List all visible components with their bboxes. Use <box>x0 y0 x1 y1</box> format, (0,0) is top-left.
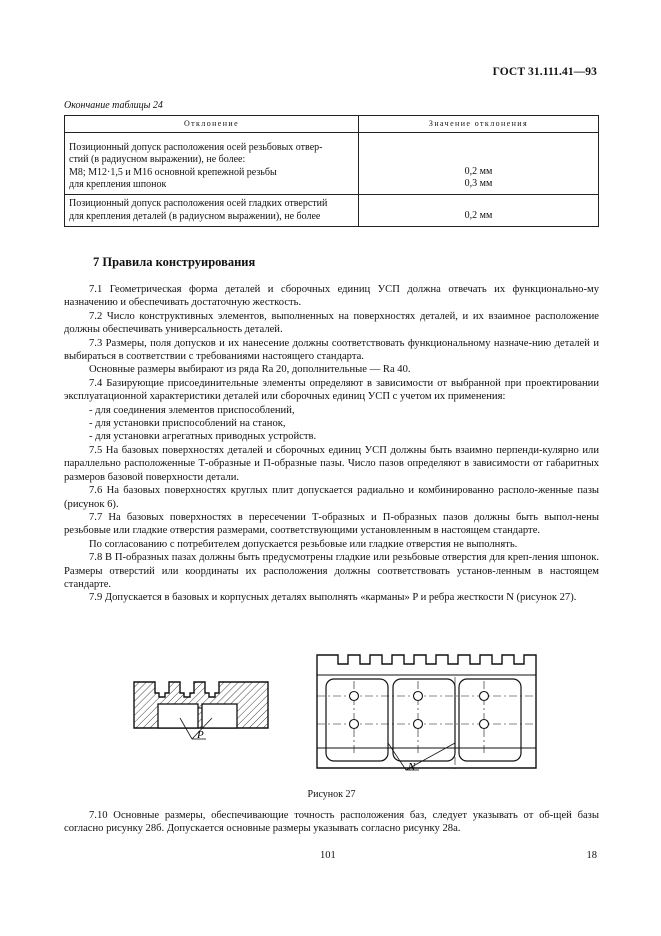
value-line: 0,2 мм <box>464 210 493 222</box>
paragraph: 7.9 Допускается в базовых и корпусных деталях выполнять «карманы» P и ребра жесткости N (рисунок 27). <box>89 592 577 604</box>
column-header-value: Значение отклонения <box>359 116 599 133</box>
rib-plan-view <box>317 655 536 773</box>
paragraph: 7.10 Основные размеры, обеспечивающие точность расположения баз, следует указывать от об-щей базы согласно рисунку 28б. Допускается основные размеры указывать согласно рисунку 28а. <box>64 810 599 835</box>
figure-27 <box>64 651 599 801</box>
list-item: - для установки приспособлений на станок, <box>89 418 286 430</box>
deviation-cell <box>65 194 359 226</box>
deviation-cell <box>65 132 359 194</box>
sheet-number: 18 <box>586 850 597 861</box>
pocket-section-view <box>134 682 268 741</box>
figure-caption: Рисунок 27 <box>307 789 356 800</box>
paragraph: 7.3 Размеры, поля допусков и их нанесение должны соответствовать функциональному назначе-нию деталей и выбираться в соответствии с требованиями настоящего стандарта. <box>64 337 599 363</box>
list-item: - для соединения элементов приспособлений, <box>89 404 295 416</box>
deviation-line: для крепления шпонок <box>69 179 167 191</box>
paragraph: Основные размеры выбирают из ряда Ra 20, дополнительные — Ra 40. <box>89 364 411 376</box>
label-n: N <box>408 761 416 773</box>
section-title: 7 Правила конструирования <box>93 255 256 269</box>
paragraph: 7.5 На базовых поверхностях деталей и сборочных единиц УСП должны быть взаимно перпенди-кулярно или параллельно расположенные Т-образные и П-образные пазы. Число пазов определяют в зависимости от габаритных размеров базовой поверхности детали. <box>64 444 599 483</box>
table-header-row <box>65 116 599 133</box>
value-line: 0,2 мм <box>464 165 493 177</box>
value-line: 0,3 мм <box>464 178 493 190</box>
paragraph: 7.8 В П-образных пазах должны быть предусмотрены гладкие или резьбовые отверстия для креп-ления шпонок. Размеры отверстий или координаты их расположения должны соответствовать установ-ленным в настоящем стандарте. <box>64 552 599 590</box>
paragraph: 7.1 Геометрическая форма деталей и сборочных единиц УСП должна отвечать их функционально-му назначению и обеспечивать достаточную жесткость. <box>64 284 599 309</box>
paragraph-7-10 <box>64 809 599 836</box>
paragraph: 7.4 Базирующие присоединительные элементы определяют в зависимости от выбранной при проектировании эксплуатационной характеристики деталей или сборочных единиц УСП с учетом их применения: <box>64 377 599 403</box>
paragraph: 7.6 На базовых поверхностях круглых плит допускается радиально и комбинированно располо-женные пазы (рисунок 6). <box>64 485 599 510</box>
paragraph: По согласованию с потребителем допускается резьбовые или гладкие отверстия не выполнять. <box>89 538 518 550</box>
standard-header: ГОСТ 31.111.41—93 <box>492 66 597 78</box>
list-item: - для установки агрегатных приводных устройств. <box>89 431 317 443</box>
deviation-line: M8; M12·1,5 и M16 основной крепежной резьбы <box>69 166 277 178</box>
deviation-line: Позиционный допуск расположения осей гладких отверстий <box>69 197 328 209</box>
column-header-deviation: Отклонение <box>65 116 359 133</box>
table-row <box>65 132 599 194</box>
value-cell <box>359 194 599 226</box>
table-caption: Окончание таблицы 24 <box>64 100 163 111</box>
figure-27-drawing <box>64 651 599 801</box>
label-p: P <box>197 729 204 741</box>
table-row <box>65 194 599 226</box>
page-number: 101 <box>320 850 336 861</box>
paragraph: 7.2 Число конструктивных элементов, выполненных на поверхностях деталей, и их взаимное расположение должны обеспечивать универсальность деталей. <box>64 310 599 336</box>
value-cell <box>359 132 599 194</box>
paragraph: 7.7 На базовых поверхностях в пересечении Т-образных и П-образных пазов должны быть выпол-нены резьбовые или гладкие отверстия размерами, соответствующими установленным в настоящем стандарте. <box>64 511 599 537</box>
deviation-line: для крепления деталей (в радиусном выражении), не более <box>69 210 321 222</box>
section-body <box>64 283 599 605</box>
deviation-line: стий (в радиусном выражении), не более: <box>69 154 246 166</box>
deviation-line: Позиционный допуск расположения осей резьбовых отвер- <box>69 141 323 153</box>
deviation-table <box>64 115 599 227</box>
